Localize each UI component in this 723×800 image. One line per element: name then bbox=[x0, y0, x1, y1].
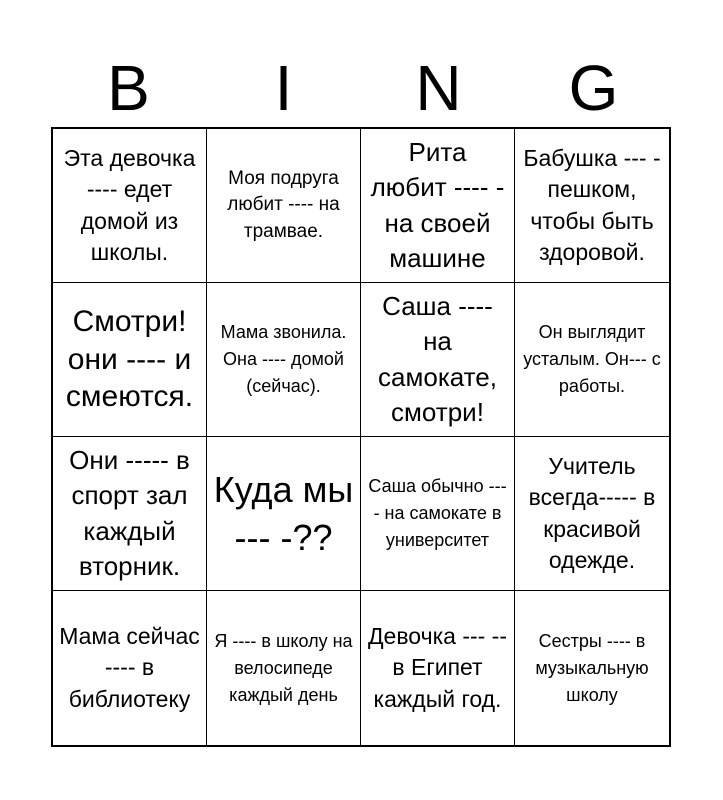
bingo-cell[interactable]: Мама звонила. Она ---- домой (сейчас). bbox=[207, 283, 361, 437]
bingo-cell[interactable]: Мама сейчас ---- в библиотеку bbox=[53, 591, 207, 745]
bingo-cell[interactable]: Саша обычно ---- на самокате в университет bbox=[361, 437, 515, 591]
bingo-cell[interactable]: Учитель всегда----- в красивой одежде. bbox=[515, 437, 669, 591]
bingo-header bbox=[51, 50, 671, 126]
bingo-cell[interactable]: Я ---- в школу на велосипеде каждый день bbox=[207, 591, 361, 745]
header-letter-n: N bbox=[415, 52, 462, 124]
bingo-cell[interactable]: Они ----- в спорт зал каждый вторник. bbox=[53, 437, 207, 591]
bingo-cell[interactable]: Девочка --- -- в Египет каждый год. bbox=[361, 591, 515, 745]
header-letter-i: I bbox=[274, 52, 293, 124]
bingo-cell[interactable]: Эта девочка ---- едет домой из школы. bbox=[53, 129, 207, 283]
bingo-card bbox=[51, 127, 671, 747]
header-letter-g: G bbox=[568, 52, 619, 124]
bingo-cell[interactable]: Смотри! они ---- и смеются. bbox=[53, 283, 207, 437]
bingo-cell[interactable]: Саша ---- на самокате, смотри! bbox=[361, 283, 515, 437]
bingo-cell[interactable]: Сестры ---- в музыкальную школу bbox=[535, 630, 649, 705]
bingo-cell[interactable]: Моя подруга любит ---- на трамвае. bbox=[207, 129, 361, 283]
bingo-cell[interactable]: Рита любит ---- - на своей машине bbox=[361, 129, 515, 283]
bingo-cell[interactable]: Он выглядит усталым. Он--- с работы. bbox=[515, 283, 669, 437]
bingo-cell[interactable]: Куда мы --- -?? bbox=[207, 437, 361, 591]
header-letter-b: B bbox=[107, 52, 150, 124]
bingo-cell[interactable]: Бабушка --- - пешком, чтобы быть здоровой. bbox=[515, 129, 669, 283]
